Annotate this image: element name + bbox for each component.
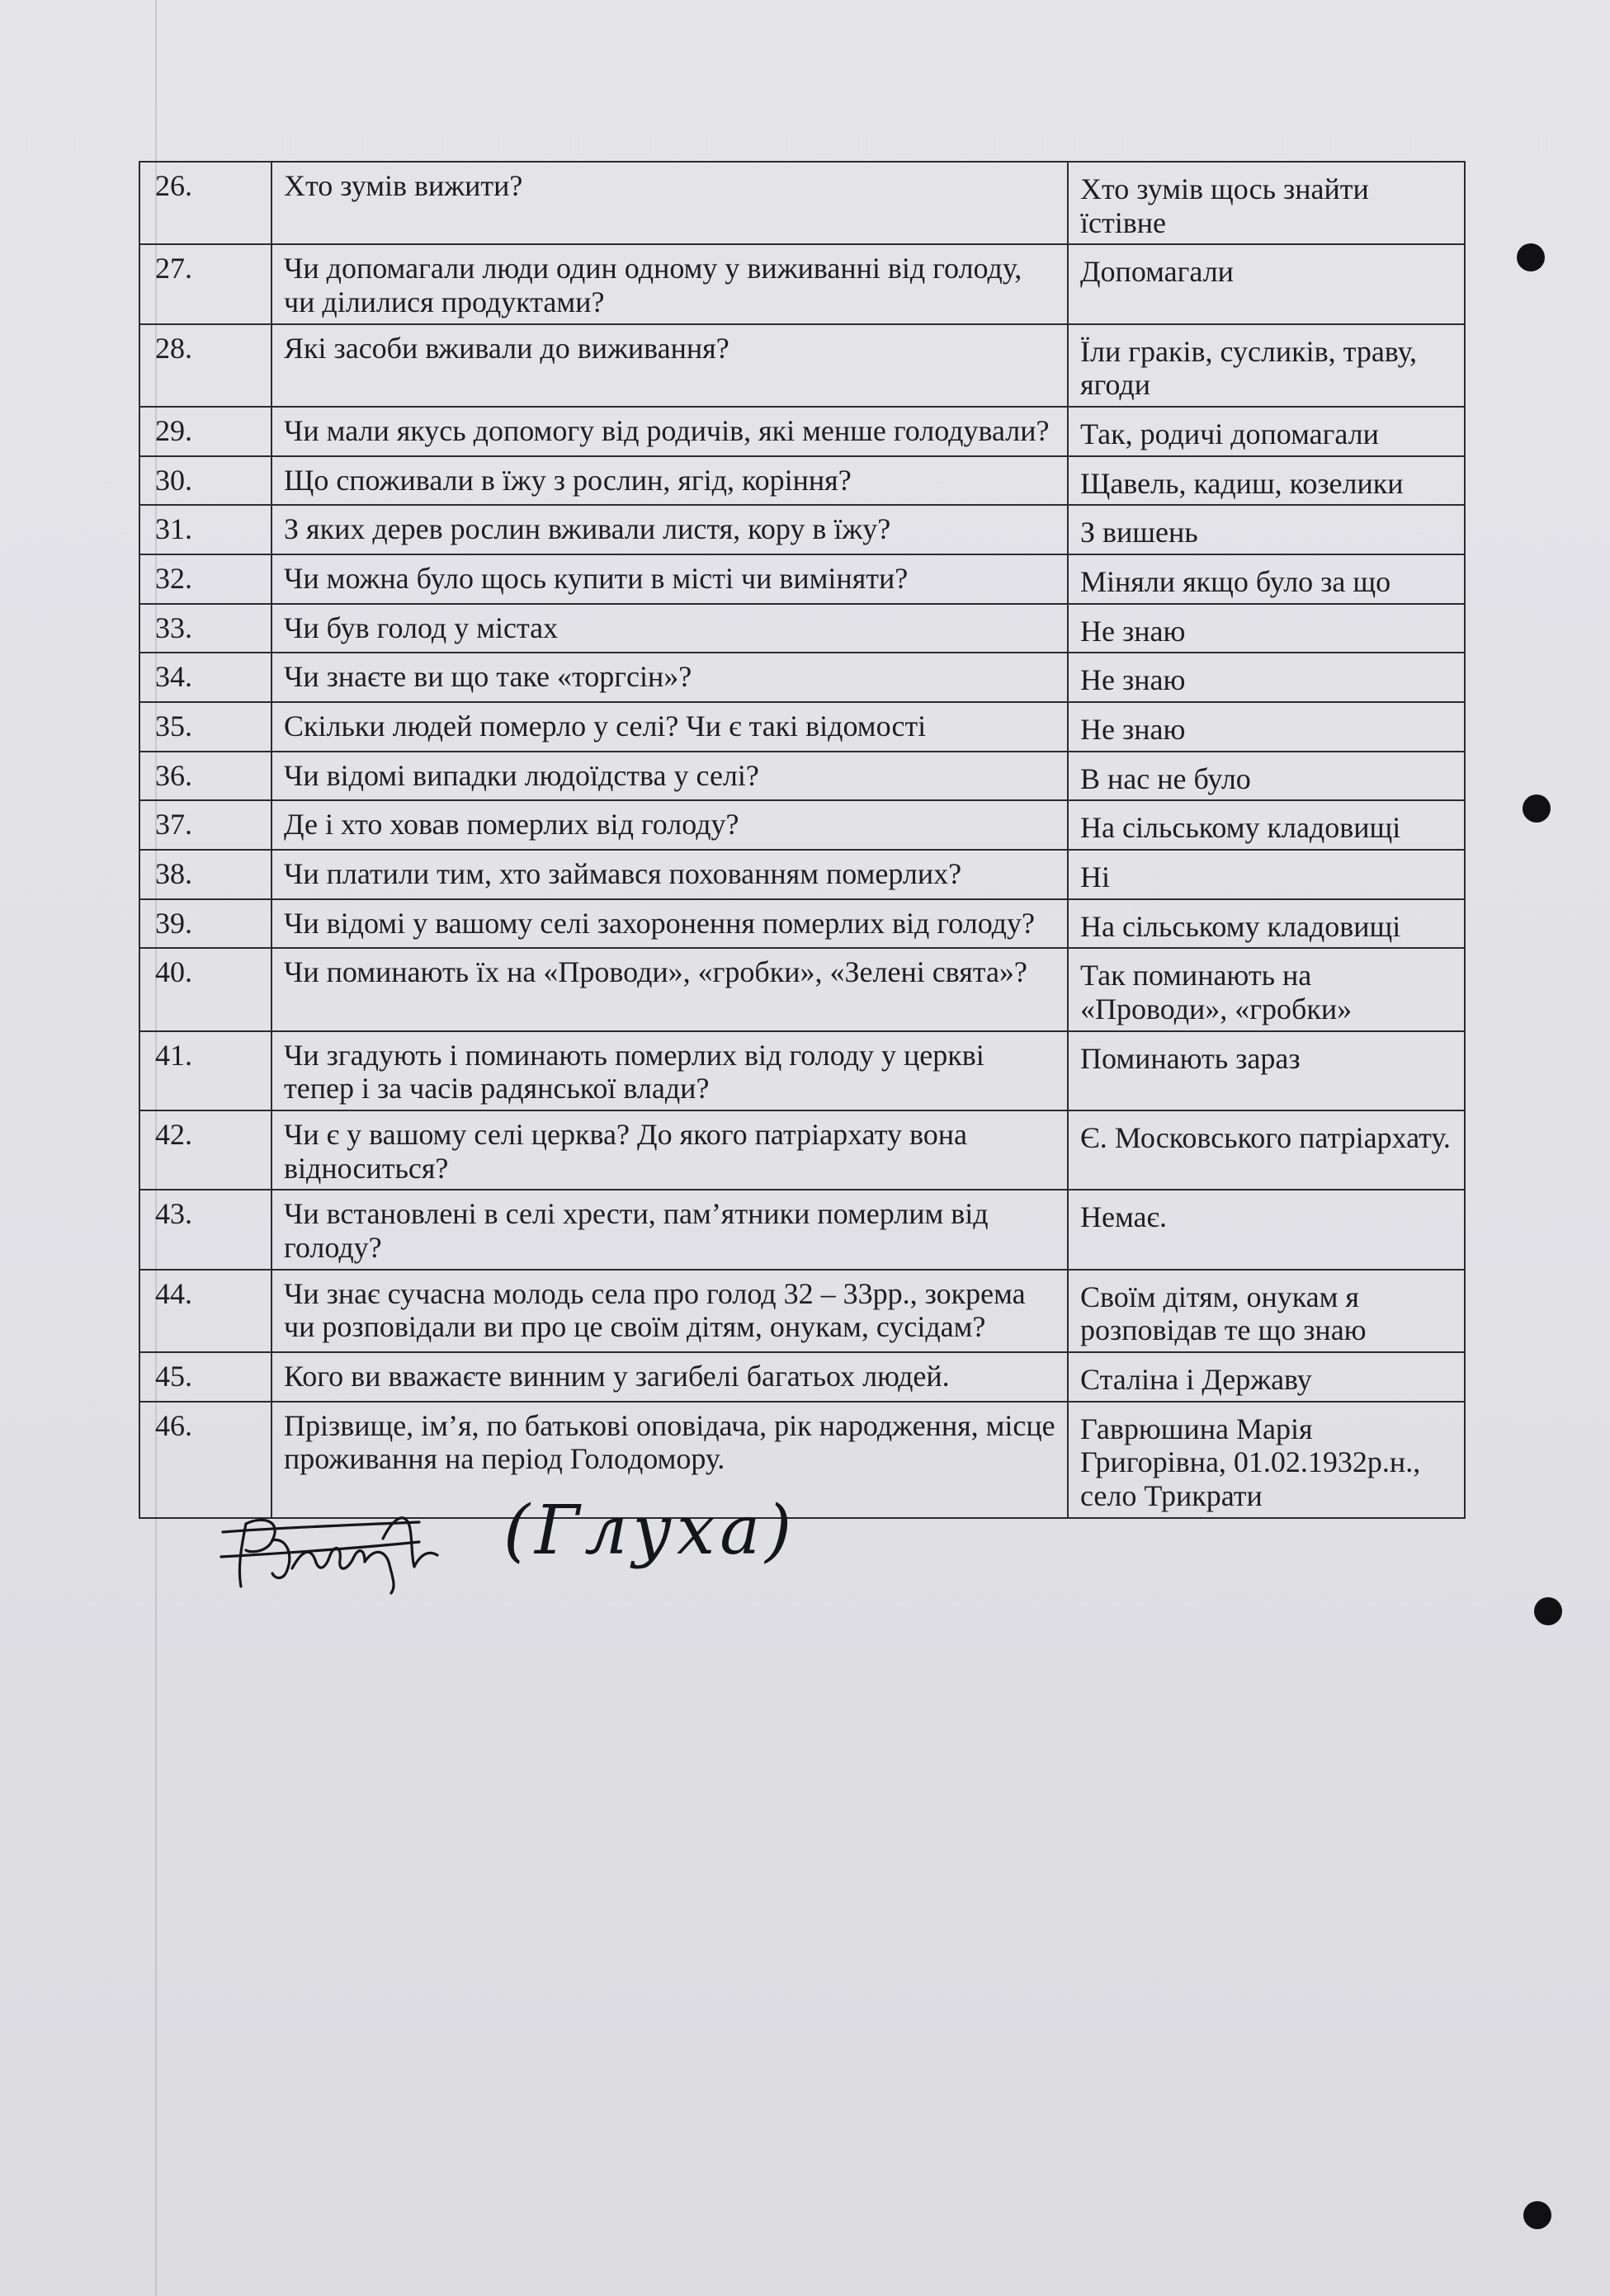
table-row [139, 1352, 1465, 1402]
answer-cell: В нас не було [1068, 752, 1465, 801]
answer-cell: Гаврюшина Марія Григорівна, 01.02.1932р.н., село Трикрати [1068, 1402, 1465, 1518]
question-cell: Хто зумів вижити? [271, 162, 1068, 244]
row-number: 45. [139, 1352, 271, 1402]
question-cell: Чи знає сучасна молодь села про голод 32 – 33рр., зокрема чи розповідали ви про це своїм дітям, онукам, сусідам? [271, 1270, 1068, 1352]
answer-cell: Не знаю [1068, 702, 1465, 752]
table-row [139, 1110, 1465, 1190]
table-row [139, 702, 1465, 752]
question-cell: Чи платили тим, хто займався похованням померлих? [271, 850, 1068, 899]
answer-cell: Міняли якщо було за що [1068, 554, 1465, 604]
row-number: 26. [139, 162, 271, 244]
punch-hole [1523, 794, 1551, 823]
row-number: 34. [139, 653, 271, 702]
question-cell: Чи мали якусь допомогу від родичів, які менше голодували? [271, 407, 1068, 456]
punch-hole [1523, 2201, 1551, 2229]
answer-cell: Є. Московського патріархату. [1068, 1110, 1465, 1190]
table-row [139, 554, 1465, 604]
table-row [139, 604, 1465, 653]
answer-cell: Не знаю [1068, 604, 1465, 653]
row-number: 39. [139, 899, 271, 949]
question-cell: Чи встановлені в селі хрести, пам’ятники померлим від голоду? [271, 1190, 1068, 1269]
answer-cell: Ні [1068, 850, 1465, 899]
answer-cell: На сільському кладовищі [1068, 800, 1465, 850]
table-row [139, 456, 1465, 506]
row-number: 30. [139, 456, 271, 506]
table-row [139, 800, 1465, 850]
question-cell: Прізвище, ім’я, по батькові оповідача, рік народження, місце проживання на період Голодомору. [271, 1402, 1068, 1518]
table-row [139, 1190, 1465, 1269]
row-number: 29. [139, 407, 271, 456]
row-number: 32. [139, 554, 271, 604]
table-row [139, 948, 1465, 1030]
question-cell: Чи є у вашому селі церква? До якого патріархату вона відноситься? [271, 1110, 1068, 1190]
row-number: 33. [139, 604, 271, 653]
question-cell: Чи відомі випадки людоїдства у селі? [271, 752, 1068, 801]
answer-cell: Так, родичі допомагали [1068, 407, 1465, 456]
row-number: 38. [139, 850, 271, 899]
question-cell: Де і хто ховав померлих від голоду? [271, 800, 1068, 850]
question-cell: Скільки людей померло у селі? Чи є такі відомості [271, 702, 1068, 752]
row-number: 43. [139, 1190, 271, 1269]
row-number: 41. [139, 1031, 271, 1110]
table-row [139, 407, 1465, 456]
question-cell: Кого ви вважаєте винним у загибелі багатьох людей. [271, 1352, 1068, 1402]
row-number: 44. [139, 1270, 271, 1352]
answer-cell: З вишень [1068, 505, 1465, 554]
questionnaire-body [139, 162, 1465, 1518]
row-number: 36. [139, 752, 271, 801]
table-row [139, 244, 1465, 323]
answer-cell: Сталіна і Державу [1068, 1352, 1465, 1402]
row-number: 35. [139, 702, 271, 752]
question-cell: Які засоби вживали до виживання? [271, 324, 1068, 407]
answer-cell: Їли граків, сусликів, траву, ягоди [1068, 324, 1465, 407]
row-number: 37. [139, 800, 271, 850]
table-row [139, 505, 1465, 554]
table-row [139, 1270, 1465, 1352]
question-cell: Чи поминають їх на «Проводи», «гробки», «Зелені свята»? [271, 948, 1068, 1030]
question-cell: Що споживали в їжу з рослин, ягід, коріння? [271, 456, 1068, 506]
answer-cell: Не знаю [1068, 653, 1465, 702]
row-number: 27. [139, 244, 271, 323]
questionnaire-table [139, 161, 1466, 1519]
question-cell: Чи можна було щось купити в місті чи виміняти? [271, 554, 1068, 604]
table-row [139, 324, 1465, 407]
question-cell: Чи був голод у містах [271, 604, 1068, 653]
row-number: 31. [139, 505, 271, 554]
answer-cell: Так поминають на «Проводи», «гробки» [1068, 948, 1465, 1030]
row-number: 28. [139, 324, 271, 407]
table-row [139, 1031, 1465, 1110]
answer-cell: Допомагали [1068, 244, 1465, 323]
row-number: 42. [139, 1110, 271, 1190]
signature-note: (Глуха) [503, 1492, 797, 1570]
table-row [139, 850, 1465, 899]
question-cell: Чи згадують і поминають померлих від голоду у церкві тепер і за часів радянської влади? [271, 1031, 1068, 1110]
question-cell: Чи допомагали люди один одному у виживанні від голоду, чи ділилися продуктами? [271, 244, 1068, 323]
row-number: 40. [139, 948, 271, 1030]
punch-hole [1517, 243, 1545, 271]
answer-cell: Немає. [1068, 1190, 1465, 1269]
table-row [139, 162, 1465, 244]
answer-cell: Поминають зараз [1068, 1031, 1465, 1110]
row-number: 46. [139, 1402, 271, 1518]
answer-cell: На сільському кладовищі [1068, 899, 1465, 949]
question-cell: З яких дерев рослин вживали листя, кору в їжу? [271, 505, 1068, 554]
question-cell: Чи відомі у вашому селі захоронення померлих від голоду? [271, 899, 1068, 949]
answer-cell: Щавель, кадиш, козелики [1068, 456, 1465, 506]
answer-cell: Своїм дітям, онукам я розповідав те що знаю [1068, 1270, 1465, 1352]
question-cell: Чи знаєте ви що таке «торгсін»? [271, 653, 1068, 702]
punch-hole [1534, 1597, 1562, 1625]
table-row [139, 899, 1465, 949]
table-row [139, 653, 1465, 702]
answer-cell: Хто зумів щось знайти їстівне [1068, 162, 1465, 244]
table-row [139, 752, 1465, 801]
